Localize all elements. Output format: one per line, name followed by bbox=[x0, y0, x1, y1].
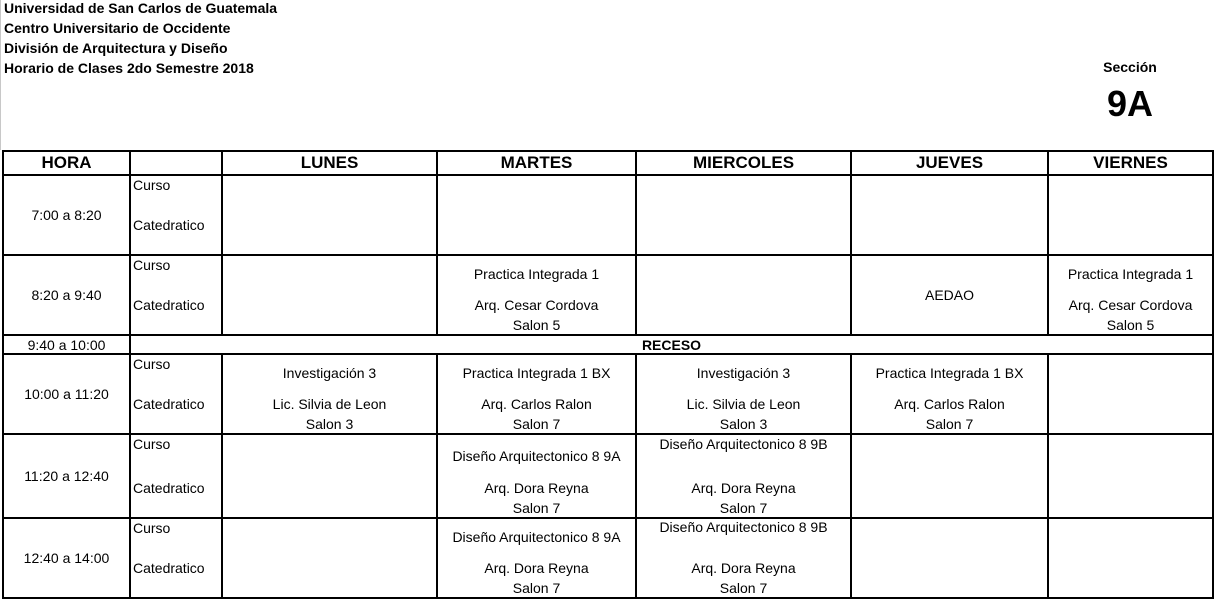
cell-jueves bbox=[851, 255, 1048, 335]
course-name: Practica Integrada 1 bbox=[473, 266, 600, 282]
schedule-title: Horario de Clases 2do Semestre 2018 bbox=[4, 60, 254, 76]
teacher-name: Arq. Carlos Ralon bbox=[481, 396, 592, 412]
cell-martes bbox=[437, 354, 636, 434]
cell-miercoles bbox=[636, 175, 851, 255]
row-labels bbox=[130, 354, 222, 434]
label-teacher: Catedratico bbox=[133, 297, 205, 313]
cell-viernes bbox=[1048, 255, 1213, 335]
room-name: Salon 5 bbox=[1106, 317, 1155, 333]
table-row bbox=[3, 518, 1213, 598]
cell-lunes bbox=[222, 175, 437, 255]
course-name: Diseño Arquitectonico 8 9A bbox=[452, 448, 621, 464]
cell-jueves bbox=[851, 354, 1048, 434]
cell-martes bbox=[437, 175, 636, 255]
teacher-name: Arq. Dora Reyna bbox=[691, 480, 796, 496]
col-miercoles: MIERCOLES bbox=[636, 151, 851, 175]
teacher-name: Lic. Silvia de Leon bbox=[272, 396, 387, 412]
teacher-name: Arq. Carlos Ralon bbox=[894, 396, 1005, 412]
cell-miercoles bbox=[636, 434, 851, 518]
left-edge-line bbox=[0, 0, 1, 150]
teacher-name: Arq. Cesar Cordova bbox=[474, 297, 599, 313]
label-course: Curso bbox=[133, 257, 171, 273]
cell-miercoles bbox=[636, 518, 851, 598]
room-name: Salon 7 bbox=[512, 580, 561, 596]
label-course: Curso bbox=[133, 177, 171, 193]
course-name: Diseño Arquitectonico 8 9A bbox=[452, 529, 621, 545]
university-name: Universidad de San Carlos de Guatemala bbox=[4, 0, 278, 16]
time-cell: 7:00 a 8:20 bbox=[3, 175, 130, 255]
row-labels bbox=[130, 434, 222, 518]
cell-lunes bbox=[222, 255, 437, 335]
time-cell: 8:20 a 9:40 bbox=[3, 255, 130, 335]
recess-label: RECESO bbox=[130, 335, 1213, 354]
center-name: Centro Universitario de Occidente bbox=[4, 20, 231, 36]
time-cell: 12:40 a 14:00 bbox=[3, 518, 130, 598]
course-name: Diseño Arquitectonico 8 9B bbox=[659, 519, 828, 535]
room-name: Salon 7 bbox=[719, 580, 768, 596]
section-value: 9A bbox=[1106, 83, 1154, 124]
cell-viernes bbox=[1048, 434, 1213, 518]
room-name: Salon 7 bbox=[512, 500, 561, 516]
row-labels bbox=[130, 175, 222, 255]
cell-lunes bbox=[222, 354, 437, 434]
col-jueves: JUEVES bbox=[851, 151, 1048, 175]
course-name: Investigación 3 bbox=[696, 365, 791, 381]
teacher-name: Arq. Dora Reyna bbox=[691, 560, 796, 576]
cell-viernes bbox=[1048, 175, 1213, 255]
cell-lunes bbox=[222, 434, 437, 518]
course-name: Practica Integrada 1 bbox=[1067, 266, 1194, 282]
label-teacher: Catedratico bbox=[133, 217, 205, 233]
teacher-name: Arq. Cesar Cordova bbox=[1068, 297, 1193, 313]
cell-lunes bbox=[222, 518, 437, 598]
cell-viernes bbox=[1048, 518, 1213, 598]
schedule-table bbox=[2, 150, 1214, 599]
teacher-name: Arq. Dora Reyna bbox=[484, 560, 589, 576]
table-row bbox=[3, 175, 1213, 255]
cell-martes bbox=[437, 255, 636, 335]
room-name: Salon 7 bbox=[719, 500, 768, 516]
cell-jueves bbox=[851, 434, 1048, 518]
teacher-name: Lic. Silvia de Leon bbox=[686, 396, 801, 412]
label-course: Curso bbox=[133, 436, 171, 452]
col-viernes: VIERNES bbox=[1048, 151, 1213, 175]
label-teacher: Catedratico bbox=[133, 480, 205, 496]
label-teacher: Catedratico bbox=[133, 396, 205, 412]
course-name: Practica Integrada 1 BX bbox=[462, 365, 611, 381]
cell-martes bbox=[437, 518, 636, 598]
row-labels bbox=[130, 518, 222, 598]
table-row bbox=[3, 354, 1213, 434]
cell-miercoles bbox=[636, 255, 851, 335]
time-cell: 11:20 a 12:40 bbox=[3, 434, 130, 518]
course-name: Practica Integrada 1 BX bbox=[875, 365, 1024, 381]
col-martes: MARTES bbox=[437, 151, 636, 175]
label-course: Curso bbox=[133, 520, 171, 536]
section-label: Sección bbox=[1103, 59, 1157, 75]
room-name: Salon 7 bbox=[925, 416, 974, 432]
course-name: Diseño Arquitectonico 8 9B bbox=[659, 436, 828, 452]
cell-martes bbox=[437, 434, 636, 518]
cell-jueves bbox=[851, 518, 1048, 598]
row-labels bbox=[130, 255, 222, 335]
table-row bbox=[3, 434, 1213, 518]
course-name: Investigación 3 bbox=[282, 365, 377, 381]
label-course: Curso bbox=[133, 356, 171, 372]
col-lunes: LUNES bbox=[222, 151, 437, 175]
cell-viernes bbox=[1048, 354, 1213, 434]
cell-miercoles bbox=[636, 354, 851, 434]
label-teacher: Catedratico bbox=[133, 560, 205, 576]
table-row bbox=[3, 255, 1213, 335]
room-name: Salon 7 bbox=[512, 416, 561, 432]
header-row bbox=[3, 151, 1213, 175]
col-hora: HORA bbox=[3, 151, 130, 175]
time-cell: 10:00 a 11:20 bbox=[3, 354, 130, 434]
course-name: AEDAO bbox=[924, 287, 974, 303]
room-name: Salon 3 bbox=[305, 416, 354, 432]
col-labels bbox=[130, 151, 222, 175]
recess-row bbox=[3, 335, 1213, 354]
cell-jueves bbox=[851, 175, 1048, 255]
room-name: Salon 3 bbox=[719, 416, 768, 432]
room-name: Salon 5 bbox=[512, 317, 561, 333]
recess-time: 9:40 a 10:00 bbox=[3, 335, 130, 354]
teacher-name: Arq. Dora Reyna bbox=[484, 480, 589, 496]
division-name: División de Arquitectura y Diseño bbox=[4, 40, 228, 56]
